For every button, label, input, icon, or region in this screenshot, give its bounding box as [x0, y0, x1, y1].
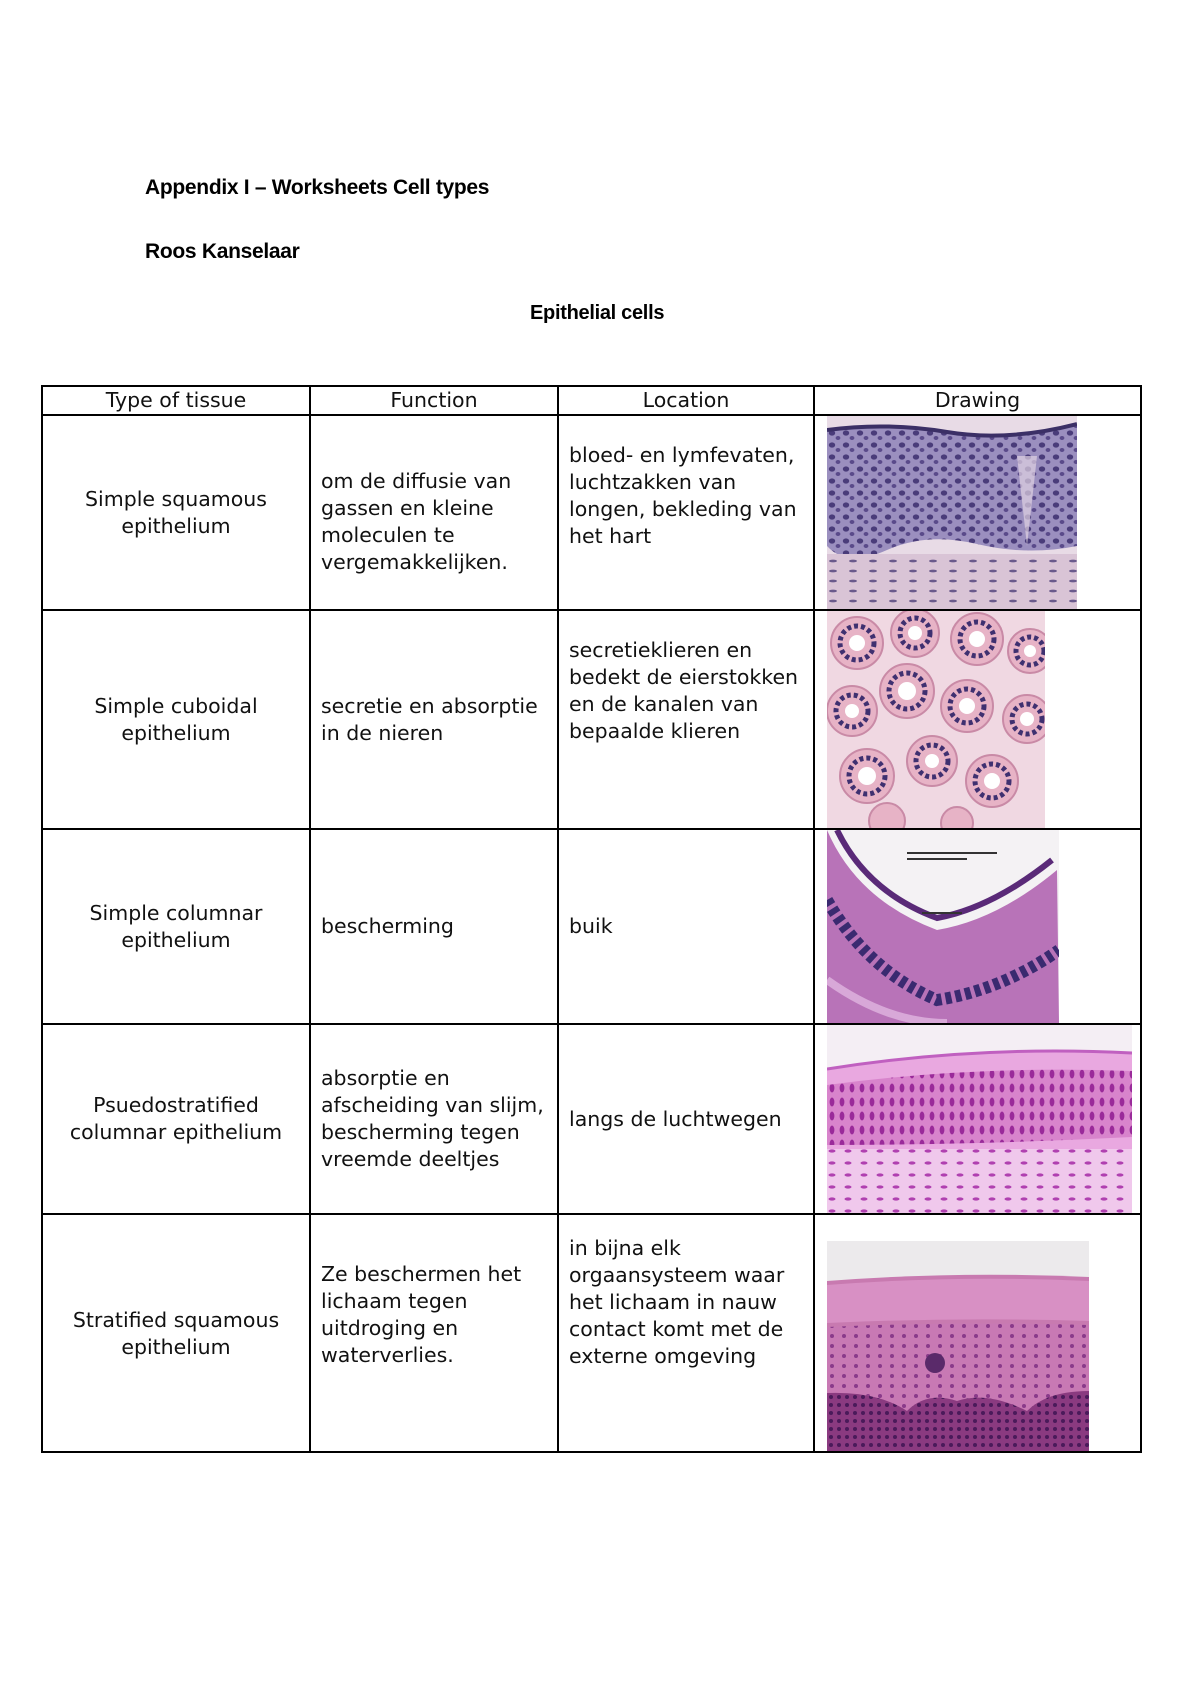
type-text: Stratified squamous epithelium: [72, 1308, 280, 1359]
location-text: secretieklieren en bedekt de eierstokken en de kanalen van bepaalde klieren: [569, 638, 799, 743]
location-text: bloed- en lymfevaten, luchtzakken van longen, bekleding van het hart: [569, 443, 797, 548]
cell-function: [310, 415, 558, 610]
cell-drawing: [814, 829, 1141, 1024]
table-row: [42, 415, 1141, 610]
table-row: [42, 1024, 1141, 1214]
cell-drawing: [814, 1024, 1141, 1214]
column-header-drawing: Drawing: [814, 386, 1141, 415]
cell-location: [558, 1024, 814, 1214]
micrograph-pseudostratified-image: [827, 1025, 1132, 1213]
author-name: Roos Kanselaar: [145, 240, 300, 263]
cell-type: Simple squamous epithelium: [42, 415, 310, 610]
cell-function: [310, 829, 558, 1024]
column-header-location: Location: [558, 386, 814, 415]
cell-function: [310, 610, 558, 829]
cell-location: [558, 415, 814, 610]
location-text: langs de luchtwegen: [569, 1106, 782, 1131]
cell-location: [558, 1214, 814, 1452]
cell-function: [310, 1024, 558, 1214]
function-text: bescherming: [321, 914, 454, 938]
micrograph-cuboidal-image: [827, 611, 1045, 828]
function-text: om de diffusie van gassen en kleine moleculen te vergemakkelijken.: [321, 469, 512, 574]
location-text: in bijna elk orgaansysteem waar het lichaam in nauw contact komt met de externe omgeving: [569, 1236, 785, 1368]
table-row: [42, 610, 1141, 829]
micrograph-squamous-image: [827, 416, 1077, 609]
location-text: buik: [569, 914, 613, 938]
cell-function: [310, 1214, 558, 1452]
section-title: Epithelial cells: [530, 302, 665, 324]
cell-location: [558, 829, 814, 1024]
cell-type: Psuedostratified columnar epithelium: [42, 1024, 310, 1214]
micrograph-columnar-image: [827, 830, 1059, 1023]
cell-drawing: [814, 415, 1141, 610]
column-header-type: Type of tissue: [42, 386, 310, 415]
table-row: [42, 829, 1141, 1024]
cell-location: [558, 610, 814, 829]
table-row: [42, 1214, 1141, 1452]
function-text: Ze beschermen het lichaam tegen uitdroging en waterverlies.: [321, 1262, 522, 1367]
cell-type: [42, 1214, 310, 1452]
function-text: absorptie en afscheiding van slijm, bescherming tegen vreemde deeltjes: [321, 1066, 544, 1171]
table-header-row: [42, 386, 1141, 415]
micrograph-stratified-image: [827, 1241, 1089, 1451]
cell-drawing: [814, 610, 1141, 829]
cell-type: Simple cuboidal epithelium: [42, 610, 310, 829]
page-title: Appendix I – Worksheets Cell types: [145, 176, 490, 199]
cell-type: Simple columnar epithelium: [42, 829, 310, 1024]
column-header-function: Function: [310, 386, 558, 415]
cell-types-table: [41, 385, 1142, 1453]
function-text: secretie en absorptie in de nieren: [321, 693, 538, 745]
cell-drawing: [814, 1214, 1141, 1452]
